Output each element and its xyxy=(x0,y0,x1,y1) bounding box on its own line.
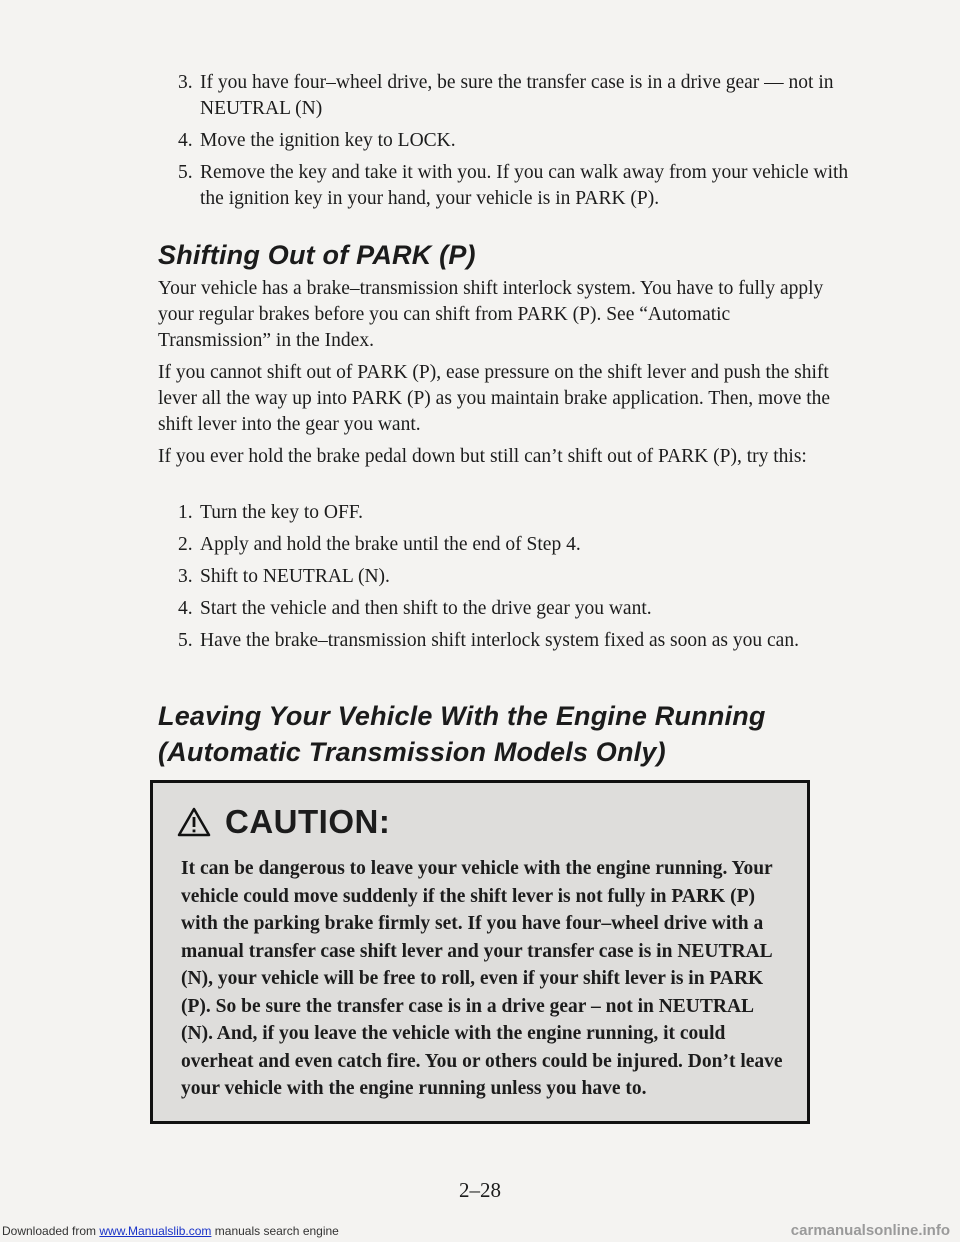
list-item-text: Start the vehicle and then shift to the drive gear you want. xyxy=(200,598,652,619)
section-heading-line: Leaving Your Vehicle With the Engine Running xyxy=(158,701,766,731)
list-item xyxy=(178,596,858,622)
caution-title: CAUTION: xyxy=(225,803,391,840)
page-number: 2–28 xyxy=(459,1178,501,1202)
list-item-number: 5. xyxy=(178,162,193,183)
warning-triangle-icon xyxy=(177,807,211,837)
caution-text: It can be dangerous to leave your vehicle with the engine running. Your vehicle could move suddenly if the shift lever is not fully in PARK (P) with the parking brake firmly set. If you have four–wheel drive with a manual transfer case shift lever and your transfer case is in NEUTRAL (N), your vehicle will be free to roll, even if your shift lever is in PARK (P). So be sure the transfer case is in a drive gear – not in NEUTRAL (N). And, if you leave the vehicle with the engine running, it could overheat and even catch fire. You or others could be injured. Don’t leave your vehicle with the engine running unless you have to. xyxy=(181,858,783,1099)
list-item-number: 1. xyxy=(178,502,193,523)
list-item xyxy=(178,128,858,154)
section-heading-line: (Automatic Transmission Models Only) xyxy=(158,737,666,767)
paragraph: If you ever hold the brake pedal down but still can’t shift out of PARK (P), try this: xyxy=(158,446,807,467)
list-item-text: Remove the key and take it with you. If you can walk away from your vehicle with the ignition key in your hand, your vehicle is in PARK (P). xyxy=(200,162,849,209)
list-item xyxy=(178,564,858,590)
list-item-text: Apply and hold the brake until the end of Step 4. xyxy=(200,534,581,555)
list-item xyxy=(178,70,858,122)
list-item-text: Turn the key to OFF. xyxy=(200,502,363,523)
section-heading xyxy=(158,698,878,770)
list-item-text: Move the ignition key to LOCK. xyxy=(200,130,456,151)
list-item-number: 4. xyxy=(178,598,193,619)
footer-prefix: Downloaded from xyxy=(2,1224,100,1238)
section-heading: Shifting Out of PARK (P) xyxy=(158,240,476,270)
list-item-number: 4. xyxy=(178,130,193,151)
steps-list xyxy=(178,500,858,654)
list-item-text: Have the brake–transmission shift interlock system fixed as soon as you can. xyxy=(200,630,799,651)
paragraph: Your vehicle has a brake–transmission shift interlock system. You have to fully apply your regular brakes before you can shift from PARK (P). See “Automatic Transmission” in the Index. xyxy=(158,278,824,351)
list-item-number: 3. xyxy=(178,72,193,93)
watermark: carmanualsonline.info xyxy=(790,1222,950,1239)
steps-list-top xyxy=(178,70,858,212)
list-item-number: 3. xyxy=(178,566,193,587)
list-item-number: 5. xyxy=(178,630,193,651)
list-item xyxy=(178,160,858,212)
caution-box xyxy=(150,780,810,1124)
footer-suffix: manuals search engine xyxy=(211,1224,339,1238)
list-item xyxy=(178,628,858,654)
list-item-number: 2. xyxy=(178,534,193,555)
list-item-text: Shift to NEUTRAL (N). xyxy=(200,566,390,587)
list-item-text: If you have four–wheel drive, be sure the transfer case is in a drive gear — not in NEUTRAL (N) xyxy=(200,72,834,119)
list-item xyxy=(178,532,858,558)
list-item xyxy=(178,500,858,526)
manualslib-link[interactable]: www.Manualslib.com xyxy=(99,1224,212,1238)
caution-header xyxy=(177,803,390,841)
footer-download-text xyxy=(2,1224,339,1238)
paragraph: If you cannot shift out of PARK (P), ease pressure on the shift lever and push the shift lever all the way up into PARK (P) as you maintain brake application. Then, move the shift lever into the gear you want. xyxy=(158,362,831,435)
